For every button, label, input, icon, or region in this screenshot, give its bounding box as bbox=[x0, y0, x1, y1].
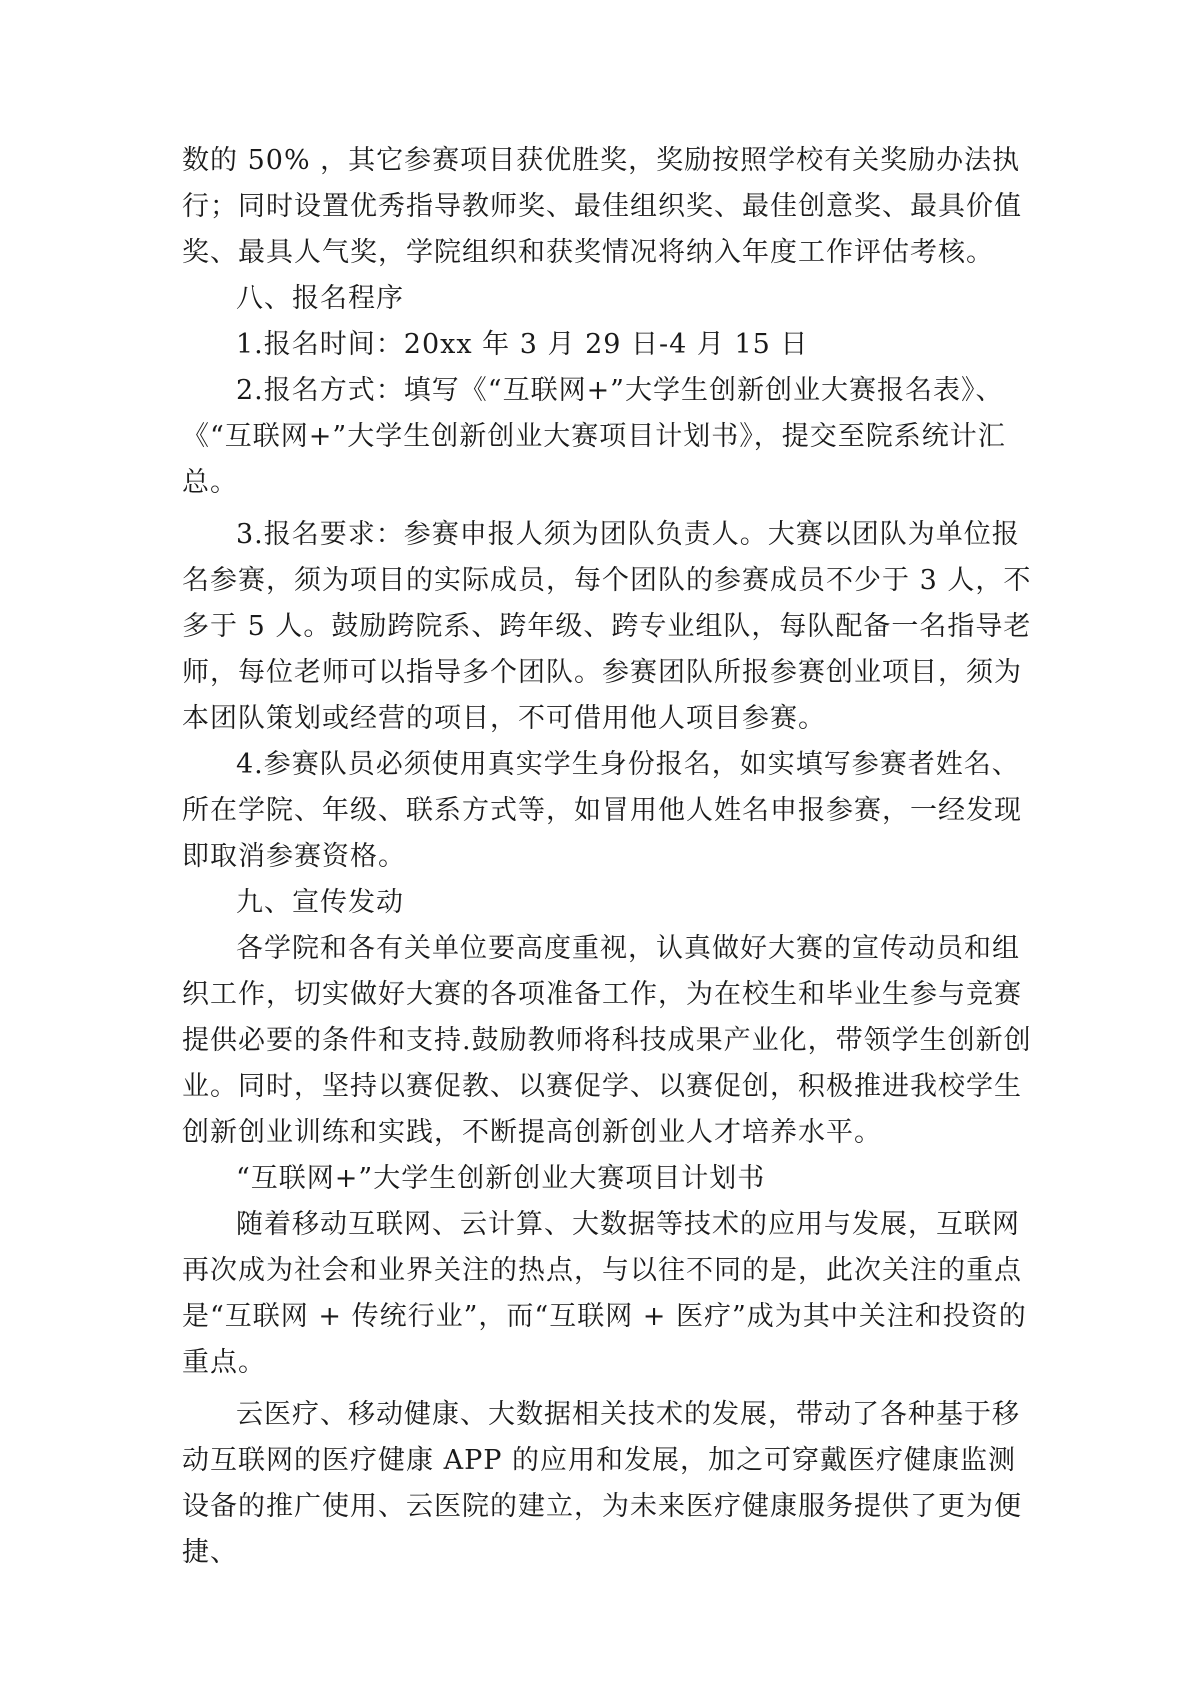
paragraph-awards-continued: 数的 50% ，其它参赛项目获优胜奖，奖励按照学校有关奖励办法执行；同时设置优秀指导教师奖、最佳组织奖、最佳创意奖、最具价值奖、最具人气奖，学院组织和获奖情况将纳入年度工作评估考核。 bbox=[182, 145, 1022, 268]
section-heading-registration: 八、报名程序 bbox=[236, 283, 404, 314]
paragraph-participant-identity: 4.参赛队员必须使用真实学生身份报名，如实填写参赛者姓名、所在学院、年级、联系方式等，如冒用他人姓名申报参赛，一经发现即取消参赛资格。 bbox=[182, 749, 1022, 872]
paragraph-cloud-healthcare: 云医疗、移动健康、大数据相关技术的发展，带动了各种基于移动互联网的医疗健康 APP 的应用和发展，加之可穿戴医疗健康监测设备的推广使用、云医院的建立，为未来医疗健康服务提供了更为便捷、 bbox=[182, 1399, 1022, 1568]
paragraph-internet-healthcare-intro: 随着移动互联网、云计算、大数据等技术的应用与发展，互联网再次成为社会和业界关注的热点，与以往不同的是，此次关注的重点是“互联网 + 传统行业”，而“互联网 + 医疗”成为其中关注和投资的重点。 bbox=[182, 1209, 1027, 1378]
paragraph-registration-requirements: 3.报名要求：参赛申报人须为团队负责人。大赛以团队为单位报名参赛，须为项目的实际成员，每个团队的参赛成员不少于 3 人，不多于 5 人。鼓励跨院系、跨年级、跨专业组队，每队配备一名指导老师，每位老师可以指导多个团队。参赛团队所报参赛创业项目，须为本团队策划或经营的项目，不可借用他人项目参赛。 bbox=[182, 519, 1032, 734]
paragraph-registration-method: 2.报名方式：填写《“互联网+”大学生创新创业大赛报名表》、《“互联网+”大学生创新创业大赛项目计划书》，提交至院系统计汇总。 bbox=[182, 375, 1006, 498]
section-heading-publicity: 九、宣传发动 bbox=[236, 887, 404, 918]
paragraph-publicity: 各学院和各有关单位要高度重视，认真做好大赛的宣传动员和组织工作，切实做好大赛的各项准备工作，为在校生和毕业生参与竞赛提供必要的条件和支持.鼓励教师将科技成果产业化，带领学生创新创业。同时，坚持以赛促教、以赛促学、以赛促创，积极推进我校学生创新创业训练和实践，不断提高创新创业人才培养水平。 bbox=[182, 933, 1032, 1148]
document-body bbox=[182, 138, 1040, 1576]
subtitle-project-plan: “互联网+”大学生创新创业大赛项目计划书 bbox=[236, 1163, 766, 1194]
paragraph-registration-time: 1.报名时间：20xx 年 3 月 29 日-4 月 15 日 bbox=[236, 329, 809, 360]
